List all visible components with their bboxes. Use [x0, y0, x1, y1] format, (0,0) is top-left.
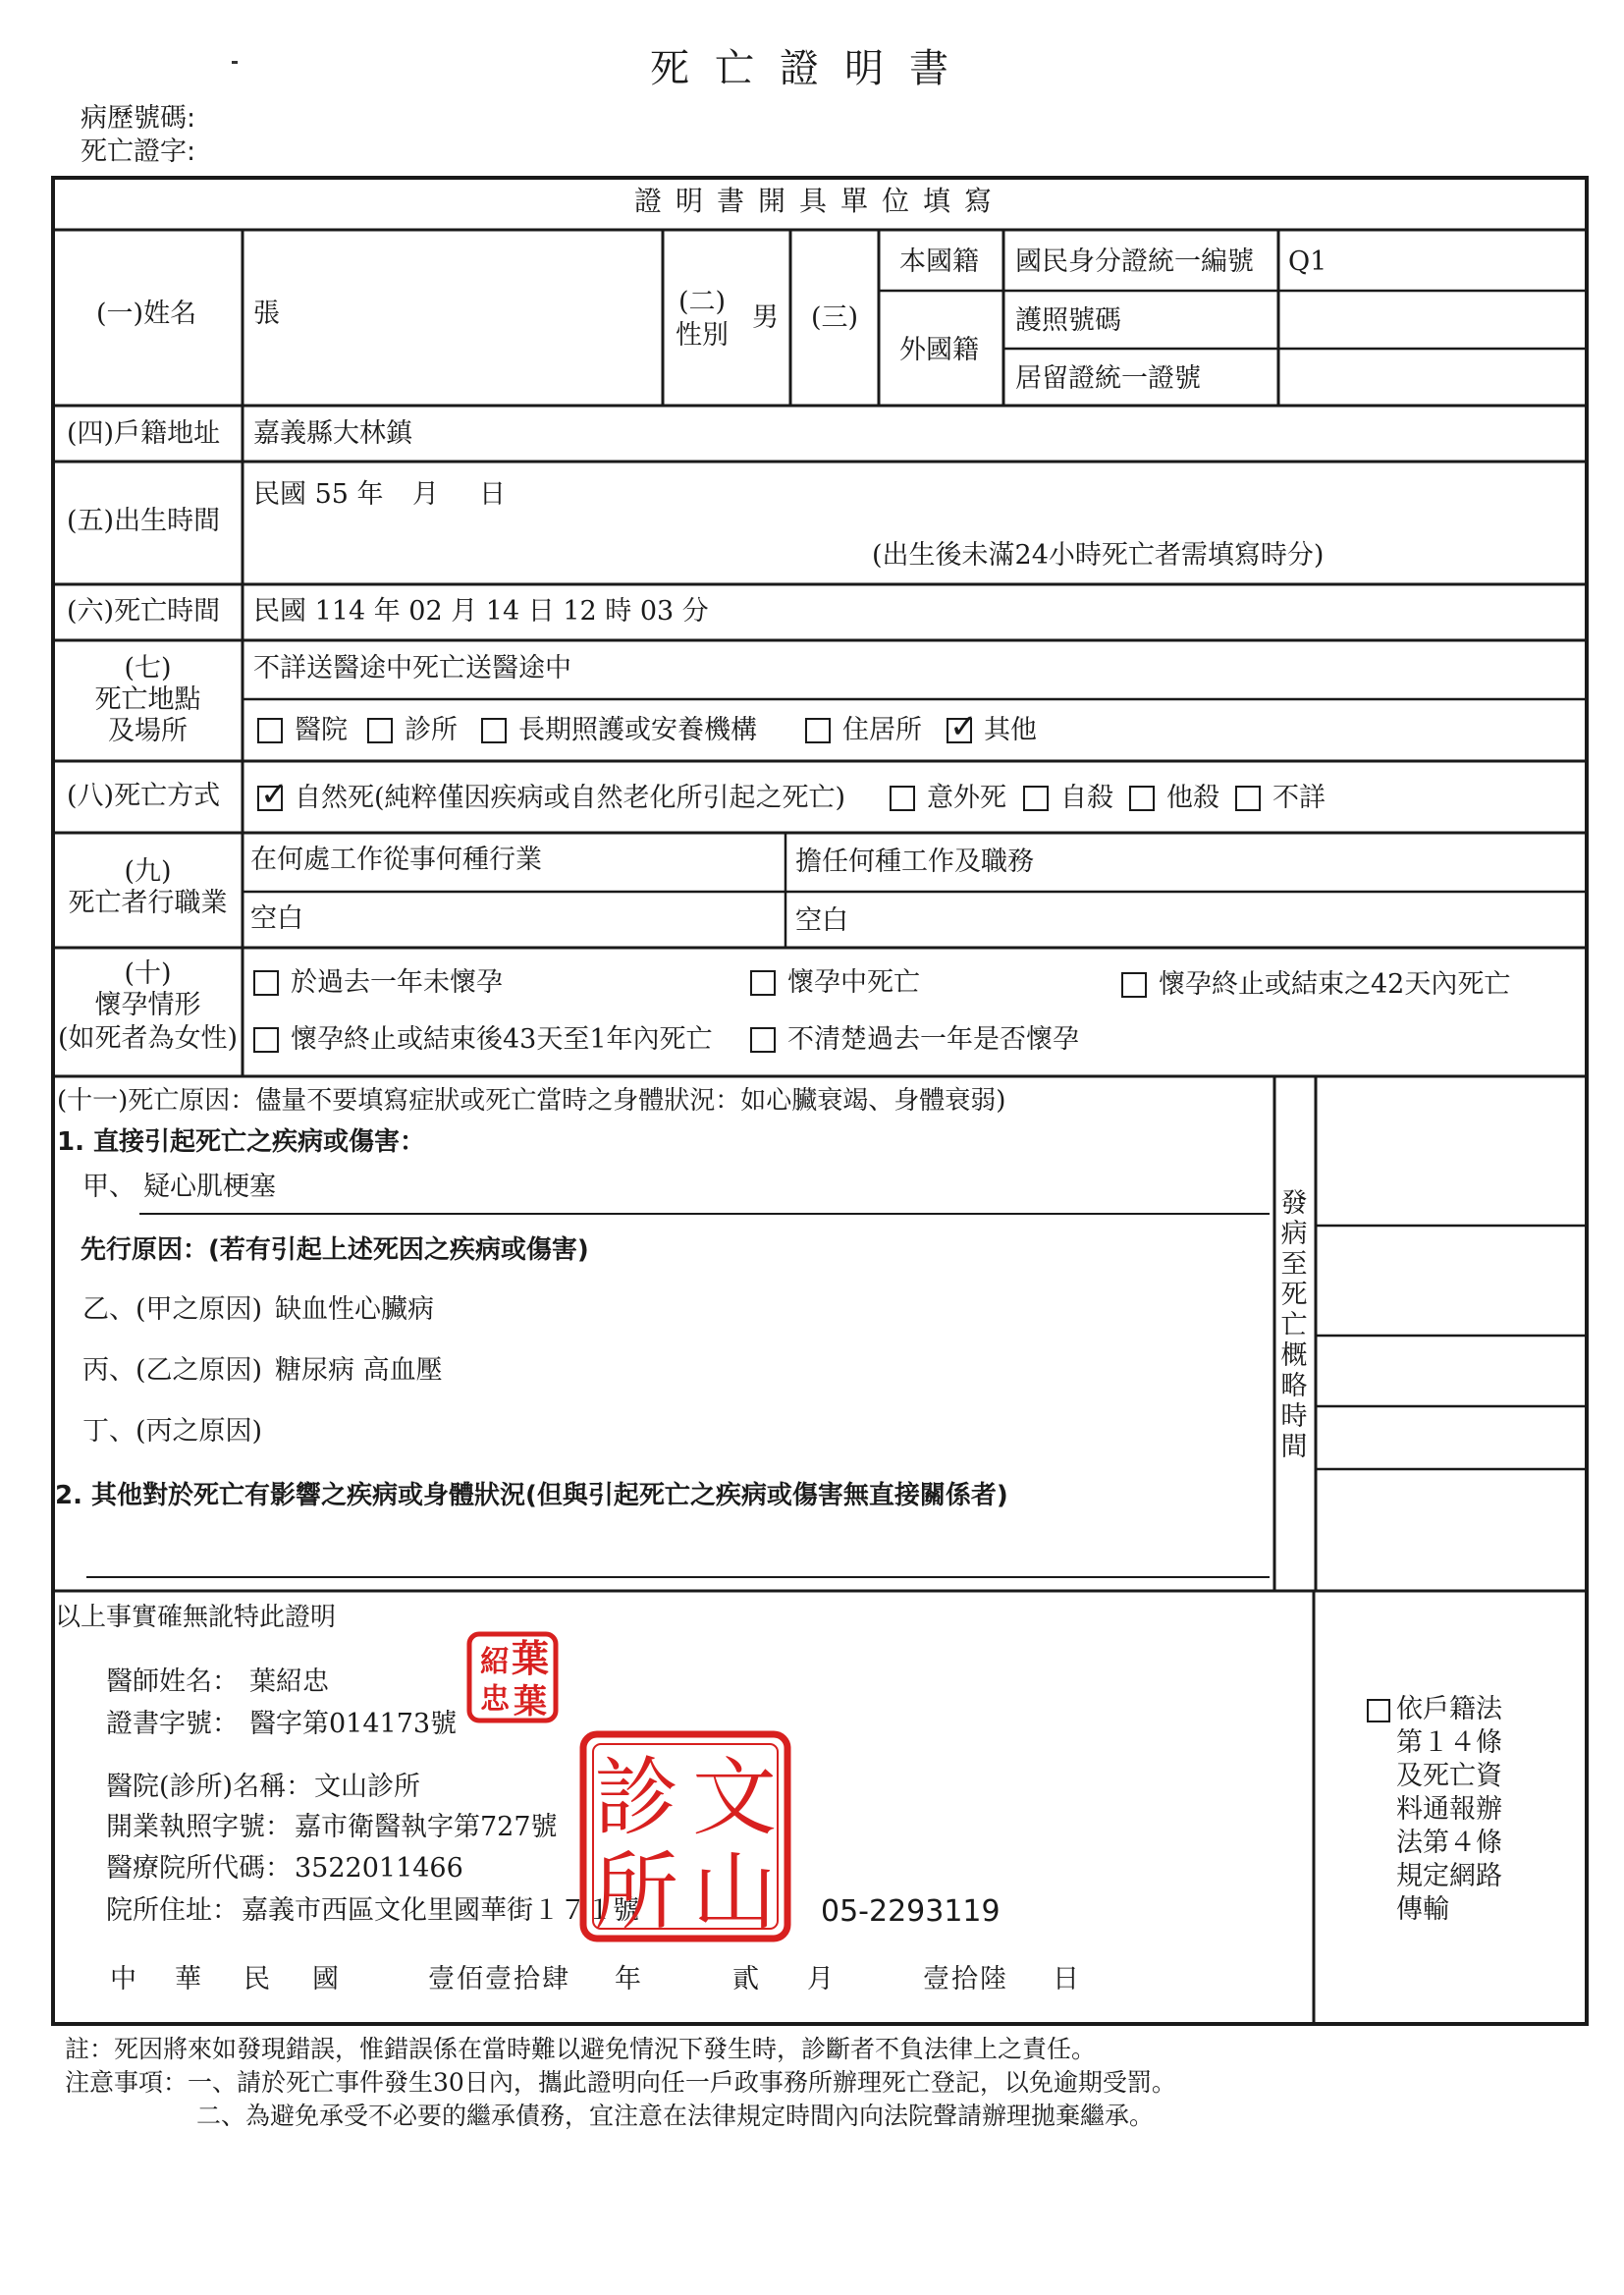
checkbox-unknown-pregnancy[interactable]: [750, 1027, 776, 1053]
death-manner-label: (八)死亡方式: [67, 781, 221, 811]
checkbox-within-42-days[interactable]: [1121, 972, 1147, 998]
occupation-label: 死亡者行職業: [68, 888, 228, 918]
pregnancy-label-number: (十): [124, 958, 172, 989]
national-id-label: 國民身分證統一編號: [1015, 246, 1254, 277]
clinic-name-label: 醫院(診所)名稱：: [106, 1772, 313, 1802]
checkbox-unknown[interactable]: [1235, 786, 1261, 811]
birth-day-unit: 日: [479, 479, 506, 510]
gender-label-bottom: 性別: [676, 320, 729, 351]
birth-note: (出生後未滿24小時死亡者需填寫時分): [872, 540, 1325, 571]
clinic-name-value: 文山診所: [314, 1772, 420, 1802]
checkbox-not-pregnant[interactable]: [253, 970, 279, 996]
option-unknown-pregnancy: 不清楚過去一年是否懷孕: [787, 1024, 1079, 1055]
svg-text:葉: 葉: [514, 1682, 547, 1721]
birth-time-label: (五)出生時間: [67, 506, 221, 536]
option-died-while-pregnant: 懷孕中死亡: [787, 967, 920, 998]
checkmark-icon: ✓: [260, 775, 289, 814]
passport-label: 護照號碼: [1015, 305, 1121, 336]
cause-c-value: 糖尿病 高血壓: [275, 1355, 443, 1386]
option-homicide: 他殺: [1166, 783, 1219, 813]
certification-statement: 以上事實確無訛特此證明: [55, 1603, 337, 1632]
position-value: 空白: [795, 905, 848, 936]
death-place-detail: 不詳送醫途中死亡送醫途中: [253, 653, 571, 683]
option-suicide: 自殺: [1060, 783, 1113, 813]
checkbox-clinic[interactable]: [367, 718, 393, 743]
footer-notice-2: 二、為避免承受不必要的繼承債務，宜注意在法律規定時間內向法院聲請辦理拋棄繼承。: [196, 2102, 1155, 2130]
date-char-1: 中: [110, 1964, 136, 1994]
cause-header: (十一)死亡原因：儘量不要填寫症狀或死亡當時之身體狀況：如心臟衰竭、身體衰弱): [57, 1086, 1006, 1116]
issue-date-day: 壹拾陸: [923, 1964, 1008, 1994]
svg-text:山: 山: [692, 1843, 777, 1941]
option-clinic: 診所: [405, 715, 458, 745]
domestic-nationality-label: 本國籍: [899, 246, 979, 277]
gender-label-top: (二): [677, 287, 727, 317]
direct-cause-label: 1. 直接引起死亡之疾病或傷害：: [57, 1127, 426, 1157]
death-time-label: (六)死亡時間: [67, 596, 221, 627]
issue-date-month-unit: 月: [807, 1964, 834, 1994]
name-label: (一)姓名: [96, 299, 197, 329]
certificate-number-label: 死亡證字:: [81, 137, 196, 167]
clinic-address-label: 院所住址：: [106, 1895, 239, 1926]
birth-month-unit: 月: [412, 479, 439, 510]
checkbox-other[interactable]: [947, 707, 978, 746]
name-value: 張: [253, 299, 280, 329]
online-transmission-line-4: 料通報辦: [1396, 1794, 1502, 1825]
address-label: (四)戶籍地址: [67, 418, 221, 449]
cause-a-value: 疑心肌梗塞: [143, 1172, 276, 1202]
cause-a-prefix: 甲、: [82, 1172, 135, 1202]
checkbox-43-days-to-1-year[interactable]: [253, 1027, 279, 1053]
checkbox-residence[interactable]: [805, 718, 831, 743]
onset-to-death-interval-label: 發病至死亡概略時間: [1280, 1188, 1308, 1462]
record-number-label: 病歷號碼:: [81, 103, 196, 134]
checkmark-icon: ✓: [949, 707, 978, 746]
practice-permit-value: 嘉市衛醫執字第727號: [295, 1812, 558, 1842]
pregnancy-label-sub: (如死者為女性): [57, 1023, 239, 1054]
death-place-label: 死亡地點: [94, 684, 201, 715]
other-conditions-label: 2. 其他對於死亡有影響之疾病或身體狀況(但與引起死亡之疾病或傷害無直接關係者): [55, 1481, 1008, 1510]
option-unknown: 不詳: [1272, 783, 1326, 813]
national-id-value: Q1: [1288, 246, 1327, 277]
facility-code-value: 3522011466: [295, 1853, 463, 1884]
issue-date-month: 貳: [732, 1964, 759, 1994]
practice-permit-label: 開業執照字號：: [106, 1812, 292, 1842]
checkbox-hospital[interactable]: [257, 718, 283, 743]
page-title: 死亡證明書: [650, 46, 974, 91]
option-residence: 住居所: [842, 715, 922, 745]
svg-text:忠: 忠: [480, 1682, 510, 1717]
checkbox-online-transmission[interactable]: [1367, 1699, 1390, 1722]
date-char-4: 國: [312, 1964, 339, 1994]
option-accident: 意外死: [927, 783, 1006, 813]
death-place-label-number: (七): [124, 653, 172, 683]
date-char-3: 民: [244, 1964, 270, 1994]
issue-date-day-unit: 日: [1053, 1964, 1079, 1994]
section-header: 證明書開具單位填寫: [633, 185, 1005, 217]
option-other: 其他: [984, 715, 1037, 745]
occupation-label-number: (九): [124, 856, 172, 887]
doctor-name-value: 葉紹忠: [249, 1667, 329, 1697]
svg-text:診: 診: [594, 1749, 678, 1847]
option-natural-death: 自然死(純粹僅因疾病或自然老化所引起之死亡): [295, 783, 846, 813]
online-transmission-line-2: 第１４條: [1396, 1727, 1502, 1758]
option-hospital: 醫院: [295, 715, 348, 745]
option-43-days-to-1-year: 懷孕終止或結束後43天至1年內死亡: [291, 1024, 713, 1055]
svg-text:文: 文: [692, 1749, 777, 1847]
license-number-value: 醫字第014173號: [249, 1709, 458, 1739]
foreign-nationality-label: 外國籍: [899, 335, 979, 365]
option-within-42-days: 懷孕終止或結束之42天內死亡: [1159, 969, 1511, 1000]
checkbox-homicide[interactable]: [1129, 786, 1155, 811]
svg-text:葉: 葉: [511, 1636, 550, 1680]
residence-permit-label: 居留證統一證號: [1015, 363, 1201, 394]
online-transmission-line-1: 依戶籍法: [1396, 1694, 1502, 1724]
checkbox-suicide[interactable]: [1023, 786, 1049, 811]
option-not-pregnant: 於過去一年未懷孕: [291, 967, 503, 998]
option-long-term-care: 長期照護或安養機構: [518, 715, 757, 745]
doctor-name-label: 醫師姓名：: [106, 1667, 239, 1697]
industry-label: 在何處工作從事何種行業: [250, 845, 542, 875]
cause-d-prefix: 丁、(丙之原因): [82, 1416, 263, 1447]
checkbox-died-while-pregnant[interactable]: [750, 970, 776, 996]
cause-b-value: 缺血性心臟病: [275, 1294, 434, 1325]
svg-text:紹: 紹: [480, 1645, 510, 1679]
position-label: 擔任何種工作及職務: [795, 847, 1034, 877]
license-number-label: 證書字號：: [106, 1709, 239, 1739]
death-place-label-sub: 及場所: [108, 716, 188, 746]
pregnancy-label: 懷孕情形: [94, 990, 201, 1020]
clinic-phone: 05-2293119: [821, 1894, 1001, 1929]
issue-date-year-unit: 年: [615, 1964, 641, 1994]
nationality-label: (三): [810, 302, 859, 333]
death-time-value: 民國 114 年 02 月 14 日 12 時 03 分: [253, 596, 709, 627]
online-transmission-line-7: 傳輸: [1396, 1894, 1449, 1925]
checkbox-accident[interactable]: [890, 786, 915, 811]
address-value: 嘉義縣大林鎮: [253, 418, 412, 449]
industry-value: 空白: [250, 903, 303, 934]
gender-value: 男: [752, 302, 779, 333]
checkbox-natural-death[interactable]: [257, 775, 289, 814]
footer-disclaimer: 註：死因將來如發現錯誤，惟錯誤係在當時難以避免情況下發生時，診斷者不負法律上之責任。: [65, 2035, 1097, 2063]
clinic-address-value: 嘉義市西區文化里國華街１７１號: [242, 1895, 639, 1926]
cause-c-prefix: 丙、(乙之原因): [82, 1355, 263, 1386]
issue-date-year: 壹佰壹拾肆: [428, 1964, 570, 1994]
online-transmission-line-3: 及死亡資: [1396, 1761, 1502, 1791]
birth-year: 民國 55 年: [253, 479, 384, 510]
svg-text:所: 所: [594, 1843, 678, 1941]
cause-b-prefix: 乙、(甲之原因): [82, 1294, 263, 1325]
online-transmission-line-5: 法第４條: [1396, 1828, 1502, 1858]
online-transmission-line-6: 規定網路: [1396, 1861, 1502, 1891]
date-char-2: 華: [175, 1964, 201, 1994]
antecedent-cause-label: 先行原因：(若有引起上述死因之疾病或傷害): [81, 1235, 589, 1265]
facility-code-label: 醫療院所代碼：: [106, 1853, 292, 1884]
footer-notice-1: 注意事項：一、請於死亡事件發生30日內，攜此證明向任一戶政事務所辦理死亡登記，以免逾期受罰。: [65, 2068, 1176, 2097]
checkbox-long-term-care[interactable]: [481, 718, 507, 743]
